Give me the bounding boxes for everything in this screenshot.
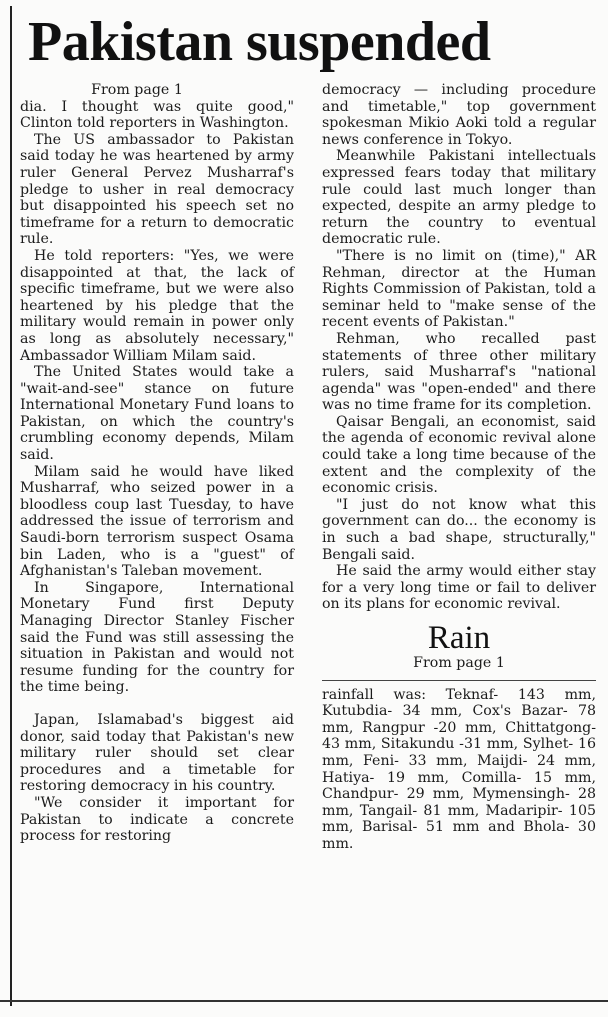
article-paragraph: The US ambassador to Pakistan said today he was heartened by army ruler General Pervez Musharraf's pledge to usher in real democracy but disappointed his speech set no timeframe for a return to democratic rule. <box>20 131 294 248</box>
article-paragraph: dia. I thought was quite good," Clinton told reporters in Washington. <box>20 98 294 132</box>
right-column <box>322 82 596 853</box>
article-paragraph: Rehman, who recalled past statements of three other military rulers, said Musharraf's "national agenda" was "open-ended" and there was no time frame for its completion. <box>322 330 596 414</box>
article-paragraph: The United States would take a "wait-and-see" stance on future International Monetary Fund loans to Pakistan, on which the country's crumbling economy depends, Milam said. <box>20 364 294 464</box>
bottom-rule <box>0 1000 608 1002</box>
article-paragraph: Milam said he would have liked Musharraf, who seized power in a bloodless coup last Tuesday, to have addressed the issue of terrorism and Saudi-born terrorism suspect Osama bin Laden, who is a "guest" of Afghanistan's Taleban movement. <box>20 463 294 580</box>
rain-headline: Rain <box>427 620 491 656</box>
section-divider <box>322 680 596 681</box>
article-paragraph: In Singapore, International Monetary Fund first Deputy Managing Director Stanley Fischer said the Fund was still assessing the situation in Pakistan and would not resume funding for the country for the time being. <box>20 579 294 696</box>
headline: Pakistan suspended <box>28 11 491 73</box>
rain-paragraph: rainfall was: Teknaf- 143 mm, Kutubdia- 34 mm, Cox's Bazar- 78 mm, Rangpur -20 mm, Chittatgong- 43 mm, Sitakundu -31 mm, Sylhet- 16 mm, Feni- 33 mm, Maijdi- 24 mm, Hatiya- 19 mm, Comilla- 15 mm, Chandpur- 29 mm, Mymensingh- 28 mm, Tangail- 81 mm, Madaripir- 105 mm, Barisal- 51 mm and Bhola- 30 mm. <box>322 686 596 852</box>
column-rule <box>10 6 12 1006</box>
left-column <box>20 82 294 845</box>
article-paragraph: Japan, Islamabad's biggest aid donor, said today that Pakistan's new military ruler should set clear procedures and a timetable for restoring democracy in his country. <box>20 711 294 795</box>
article-paragraph: Qaisar Bengali, an economist, said the agenda of economic revival alone could take a long time because of the extent and the complexity of the economic crisis. <box>322 413 596 497</box>
rain-dateline: From page 1 <box>413 655 505 671</box>
article-paragraph: He told reporters: "Yes, we were disappointed at that, the lack of specific timeframe, but we were also heartened by his pledge that the military would remain in power only as long as absolutely necessary," Ambassador William Milam said. <box>20 247 294 364</box>
article-paragraph: Meanwhile Pakistani intellectuals expressed fears today that military rule could last much longer than expected, despite an army pledge to return the country to eventual democratic rule. <box>322 148 596 248</box>
article-paragraph: democracy — including procedure and timetable," top government spokesman Mikio Aoki told a regular news conference in Tokyo. <box>322 82 596 148</box>
article-paragraph: "I just do not know what this government can do... the economy is in such a bad shape, structurally," Bengali said. <box>322 496 596 563</box>
dateline: From page 1 <box>91 82 183 98</box>
article-paragraph: He said the army would either stay for a very long time or fail to deliver on its plans for economic revival. <box>322 563 596 613</box>
article-paragraph: "There is no limit on (time)," AR Rehman, director at the Human Rights Commission of Pakistan, told a seminar held to "make sense of the recent events of Pakistan." <box>322 247 596 331</box>
article-paragraph: "We consider it important for Pakistan to indicate a concrete process for restoring <box>20 794 294 845</box>
